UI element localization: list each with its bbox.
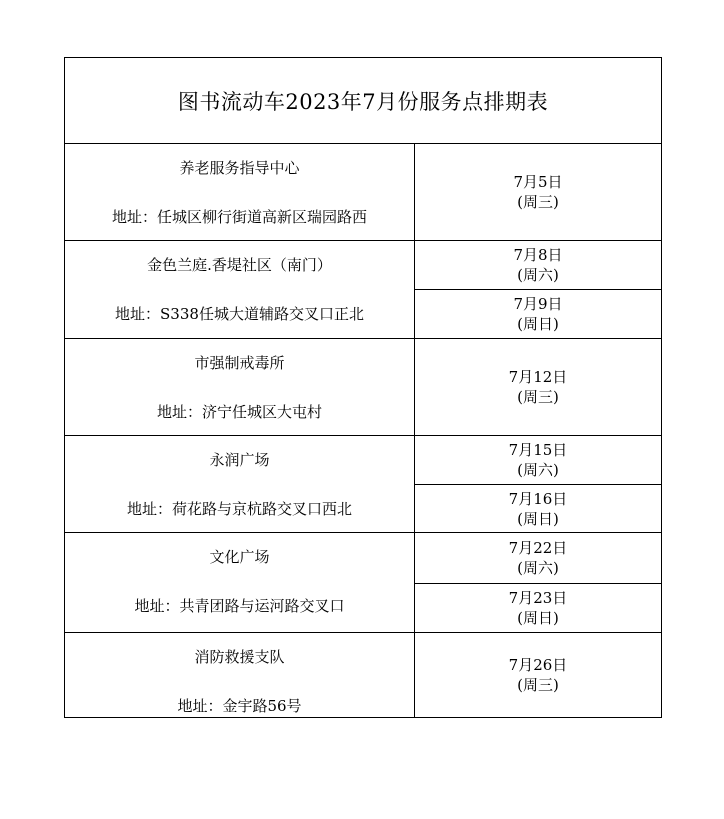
venue-cell	[65, 144, 415, 241]
slot-date: 7月22日	[508, 539, 568, 557]
schedule-slot	[415, 436, 661, 485]
slot-weekday: (周三)	[517, 388, 559, 406]
slot-date: 7月8日	[513, 246, 563, 264]
slot-weekday: (周日)	[517, 509, 559, 528]
slot-date: 7月9日	[513, 295, 563, 313]
slot-date: 7月23日	[508, 589, 568, 607]
slot-weekday: (周六)	[517, 559, 559, 577]
venue-cell	[65, 241, 415, 339]
schedule-slot	[415, 241, 661, 290]
venue-name: 养老服务指导中心	[179, 159, 300, 177]
schedule-slot	[415, 533, 661, 584]
slot-date: 7月5日	[513, 173, 563, 191]
schedule-slot	[415, 584, 661, 633]
venue-cell	[65, 339, 415, 436]
table-title: 图书流动车2023年7月份服务点排期表	[65, 58, 661, 144]
slot-date: 7月12日	[508, 368, 568, 386]
venue-name: 市强制戒毒所	[194, 354, 285, 372]
venue-address: 地址：金宇路56号	[177, 697, 302, 715]
schedule-table	[64, 57, 662, 718]
slot-date: 7月16日	[508, 489, 568, 508]
venue-cell	[65, 533, 415, 633]
schedule-slot	[415, 339, 661, 436]
venue-address: 地址：济宁任城区大屯村	[156, 403, 322, 421]
schedule-slot	[415, 290, 661, 339]
slot-date: 7月15日	[508, 441, 568, 459]
venue-name: 文化广场	[209, 548, 270, 566]
slot-weekday: (周三)	[517, 676, 559, 694]
slot-weekday: (周三)	[517, 193, 559, 211]
venue-address: 地址：S338任城大道辅路交叉口正北	[115, 305, 364, 323]
slot-weekday: (周六)	[517, 461, 559, 479]
slot-date: 7月26日	[508, 656, 568, 674]
venue-name: 永润广场	[209, 451, 270, 469]
venue-address: 地址：荷花路与京杭路交叉口西北	[126, 500, 352, 518]
venue-name: 金色兰庭.香堤社区（南门）	[147, 256, 332, 274]
schedule-slot	[415, 633, 661, 717]
venue-cell	[65, 633, 415, 717]
slot-weekday: (周日)	[517, 315, 559, 333]
venue-name: 消防救援支队	[194, 648, 285, 666]
schedule-slot	[415, 144, 661, 241]
slot-weekday: (周日)	[517, 609, 559, 627]
slot-weekday: (周六)	[517, 266, 559, 284]
venue-address: 地址：共青团路与运河路交叉口	[134, 597, 345, 615]
schedule-slot	[415, 485, 661, 533]
venue-address: 地址：任城区柳行街道高新区瑞园路西	[111, 208, 367, 226]
venue-cell	[65, 436, 415, 533]
